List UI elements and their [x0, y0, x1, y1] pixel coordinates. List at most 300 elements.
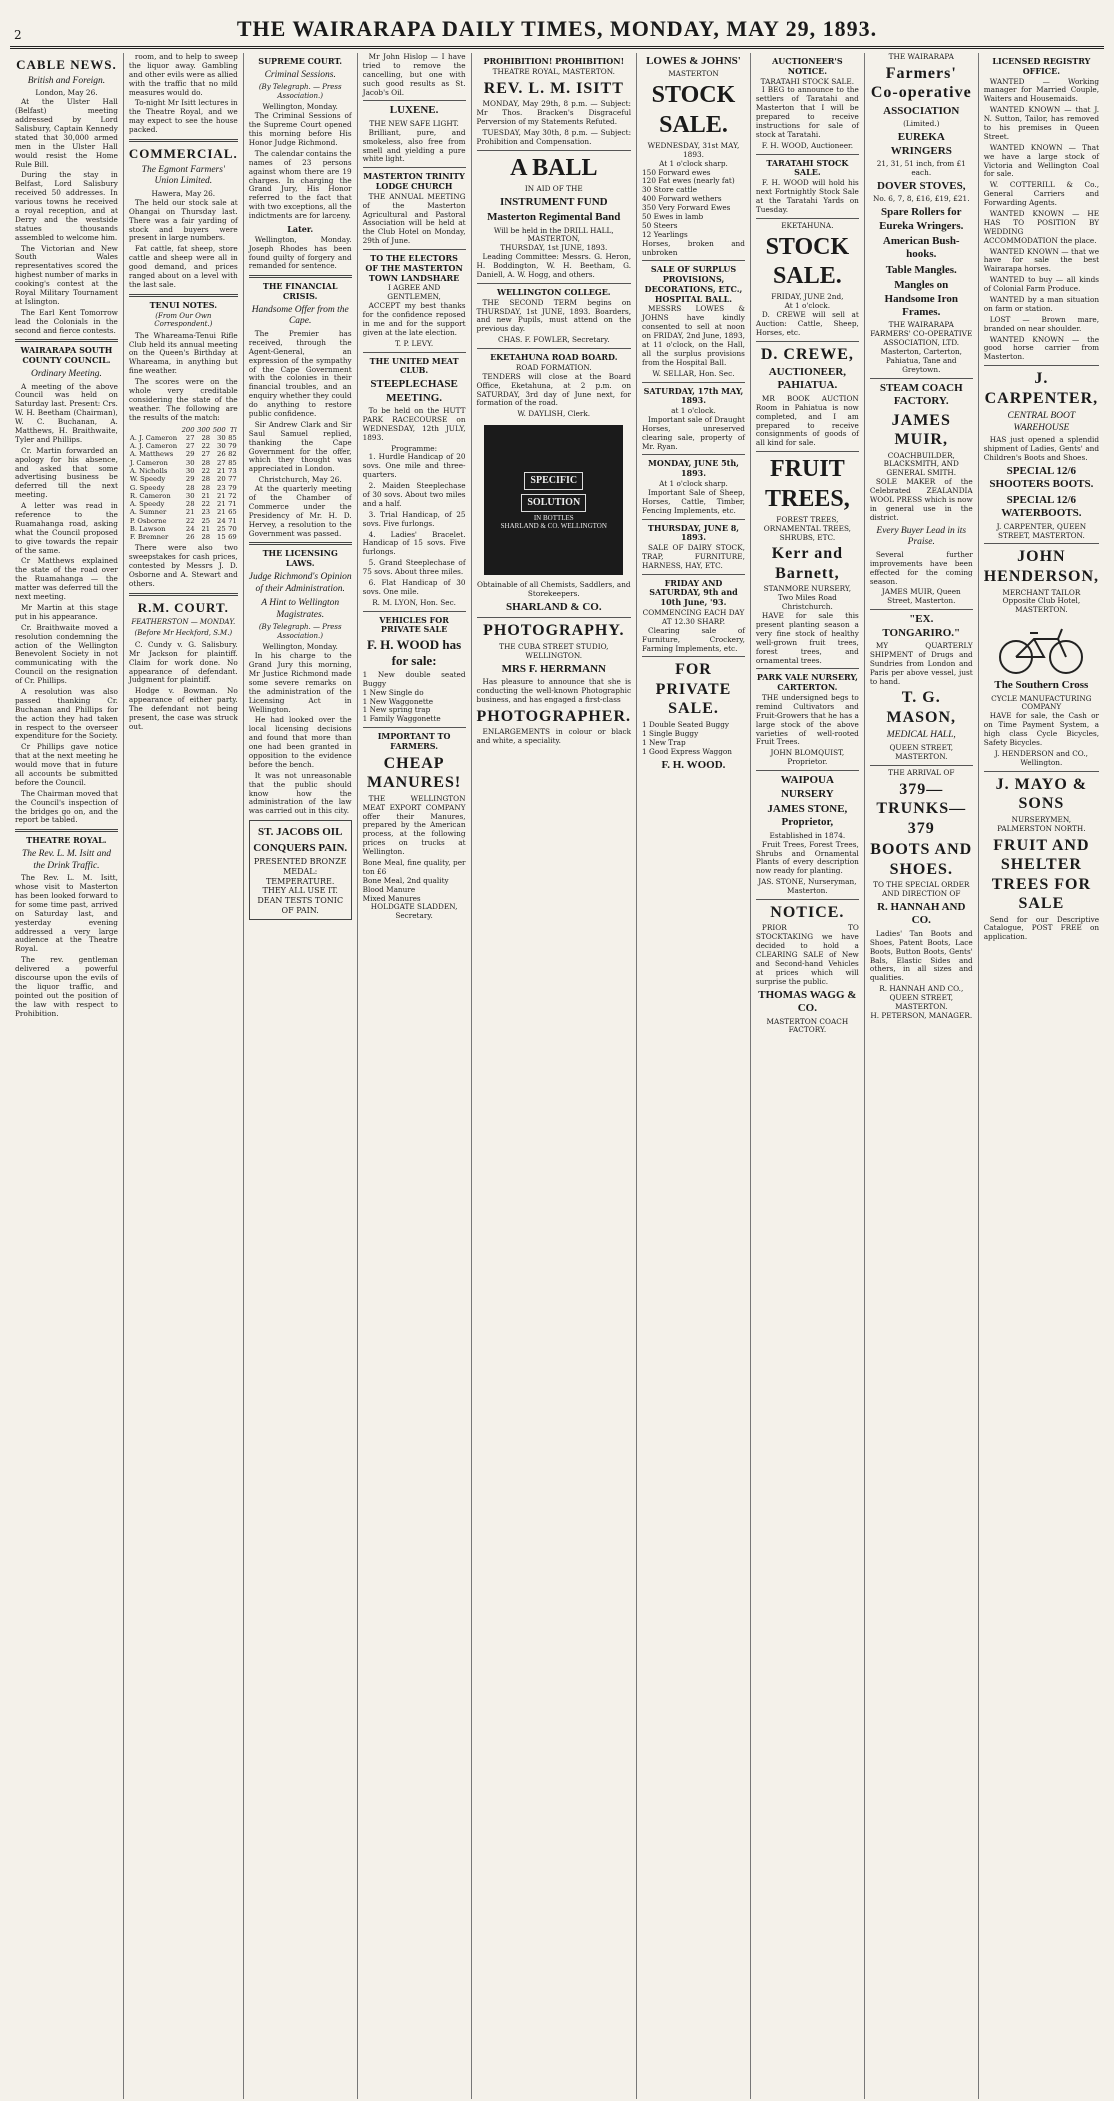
eketahuna-stock-sale: STOCK SALE.: [765, 233, 850, 289]
carpenter-sub: CENTRAL BOOT WAREHOUSE: [1007, 411, 1076, 433]
score-cell: 82: [228, 450, 237, 459]
manure-signature: HOLDGATE SLADDEN, Secretary.: [370, 902, 458, 921]
divider: [15, 829, 118, 832]
divider: [15, 339, 118, 342]
peterson-signature: H. PETERSON, MANAGER.: [870, 1010, 973, 1020]
licensing-heading: THE LICENSING LAWS.: [262, 548, 338, 569]
article-paragraph: Hodge v. Bowman. No appearance of either party. The defendant not being present, the case was struck out.: [128, 686, 238, 731]
bush-hooks-heading: American Bush-hooks.: [882, 234, 960, 261]
article-paragraph: Leading Committee: Messrs. G. Heron, H. Boddington, W. H. Beetham, G. Daniell, A. W. Hogg, and others.: [476, 252, 632, 280]
article-paragraph: room, and to help to sweep the liquor away. Gambling and other evils were as allied with the traffic that no mild measures would do.: [128, 52, 238, 97]
muir-signature: JAMES MUIR, Queen Street, Masterton.: [881, 587, 961, 606]
photographer-heading: PHOTOGRAPHER.: [476, 707, 632, 725]
score-cell: 24: [185, 524, 195, 533]
article-paragraph: HAS just opened a splendid shipment of Ladies, Gents' and Children's Boots and Shoes.: [983, 435, 1100, 463]
race-item: 3. Trial Handicap, of 25 sovs. Five furlongs.: [362, 509, 466, 528]
divider: [756, 899, 859, 900]
score-cell: 21: [201, 524, 211, 533]
stock-sale-heading: STOCK SALE.: [651, 82, 736, 138]
ball-sub: IN AID OF THE: [524, 183, 583, 193]
waipoua-heading: WAIPOUA NURSERY: [780, 774, 834, 800]
article-paragraph: Wellington, Monday. Joseph Rhodes has been found guilty of forgery and remanded for sentence.: [248, 234, 352, 271]
score-cell: 28: [201, 475, 211, 484]
bottle-label-line: SOLUTION: [521, 494, 586, 512]
shooter-name: P. Osborne: [129, 516, 167, 525]
bottle-caption: Obtainable of all Chemists, Saddlers, and Storekeepers.: [477, 580, 631, 599]
article-paragraph: Ladies' Tan Boots and Shoes, Patent Boots, Lace Boots, Button Boots, Gents' Bals, Elastic Sides and others, in all sizes and qualities.: [869, 928, 973, 983]
article-paragraph: The held our stock sale at Ohangai on Thursday last. There was a fair yarding of stock and buyers were present in large numbers.: [128, 197, 238, 243]
article-paragraph: The rev. gentleman delivered a powerful discourse upon the evils of the liquor traffic, and pointed out the position of the law with respect to Prohibition.: [15, 955, 118, 1018]
table-row: [129, 517, 238, 525]
article-paragraph: SALE OF DAIRY STOCK, TRAP, FURNITURE, HARNESS, HAY, ETC.: [642, 543, 745, 570]
association-sub: ASSOCIATION: [883, 104, 960, 117]
score-cell: 27: [217, 458, 226, 467]
columns: [10, 53, 1104, 2099]
divider: [756, 341, 859, 342]
friday-sale-time: COMMENCING EACH DAY AT 12.30 SHARP.: [642, 607, 745, 626]
auctioneer-notice-sub: TARATAHI STOCK SALE.: [760, 76, 855, 86]
arrival-label: THE ARRIVAL OF: [888, 767, 955, 777]
score-cell: 71: [228, 516, 237, 525]
column-3: [244, 53, 358, 2099]
score-cell: 30: [185, 466, 195, 475]
council-subheading: Ordinary Meeting.: [31, 368, 102, 379]
table-row: [129, 467, 238, 475]
score-cell: 23: [201, 508, 211, 517]
score-cell: 70: [228, 524, 237, 533]
private-sale-item: 1 Double Seated Buggy: [642, 719, 730, 729]
cable-dateline: London, May 26.: [35, 88, 98, 98]
stock-item: 12 Yearlings: [642, 229, 688, 239]
stock-item: 120 Fat ewes (nearly fat): [642, 176, 735, 186]
association-name: THE WAIRARAPA FARMERS' CO-OPERATIVE ASSOCIATION, LTD.: [870, 320, 973, 348]
score-cell: 65: [228, 508, 237, 517]
stock-item: Horses, broken and unbroken: [642, 238, 745, 257]
ad-heading: ST. JACOBS OIL: [257, 826, 343, 839]
article-paragraph: At the quarterly meeting of the Chamber of Commerce under the Presidency of Mr. H. D. Hervey, a resolution to the Government was passed.: [248, 484, 352, 538]
divider: [642, 656, 745, 657]
race-item: 5. Grand Steeplechase of 75 sovs. About three miles.: [362, 558, 466, 577]
article-paragraph: MR BOOK AUCTION Room in Pahiatua is now completed, and I am prepared to receive consignments of goods of all kind for sale.: [755, 393, 859, 448]
bicycle-icon: [984, 619, 1099, 675]
special-shooters-heading: SPECIAL 12/6 SHOOTERS BOOTS.: [989, 465, 1094, 491]
divider: [756, 668, 859, 669]
thomas-wagg-heading: THOMAS WAGG & CO.: [758, 988, 857, 1015]
dover-prices: No. 6, 7, 8, £16, £19, £21.: [873, 194, 970, 204]
cable-news-subheading: British and Foreign.: [27, 75, 106, 86]
article-paragraph: At the Ulster Hall (Belfast) meeting addressed by Lord Salisbury, Captain Kennedy stated that 30,000 armed men in the Ulster Hall would resist the Home Rule Bill.: [15, 97, 118, 169]
score-cell: 29: [185, 475, 195, 484]
bottle-seller: SHARLAND & CO.: [505, 601, 602, 613]
road-board-heading: EKETAHUNA ROAD BOARD.: [490, 352, 618, 363]
manure-price-list: [363, 859, 466, 903]
saturday-sale-heading: SATURDAY, 17th MAY, 1893.: [643, 385, 744, 406]
article-paragraph: Cr Matthews explained the state of the road over the Ruamahanga — the matter was deferred till the next meeting.: [15, 556, 118, 602]
auctioneer-signature: F. H. WOOD, Auctioneer.: [761, 140, 854, 150]
score-cell: 28: [201, 458, 211, 467]
article-paragraph: The Premier has received, through the Agent-General, an expression of the sympathy of the Cape Government with the colonies in their financial troubles, and an enquiry whether they could do anything to restore public confidence.: [248, 328, 352, 418]
vehicles-seller: F. H. WOOD has for sale:: [366, 637, 462, 669]
special-waterboots-heading: SPECIAL 12/6 WATERBOOTS.: [1001, 493, 1082, 520]
commercial-subheading: The Egmont Farmers' Union Limited.: [141, 164, 225, 187]
divider: [756, 451, 859, 452]
fruit-trees-sub: FOREST TREES, ORNAMENTAL TREES, SHRUBS, ETC.: [763, 514, 852, 542]
table-row: [129, 475, 238, 483]
ad-line: PRESENTED BRONZE MEDAL: TEMPERATURE.: [253, 857, 347, 886]
divider: [249, 275, 352, 278]
licensing-source: (By Telegraph. — Press Association.): [258, 623, 342, 640]
article-paragraph: C. Cundy v. G. Salisbury. Mr Jackson for plaintiff. Claim for work done. No appearance of defendant. Judgment for plaintiff.: [128, 639, 238, 685]
divider: [363, 727, 466, 728]
saturday-sale-time: at 1 o'clock.: [671, 406, 716, 416]
score-cell: 20: [217, 475, 226, 484]
thomas-wagg-sub: MASTERTON COACH FACTORY.: [766, 1016, 849, 1035]
united-club-heading: THE UNITED MEAT CLUB.: [369, 355, 459, 376]
article-paragraph: Cr. Braithwaite moved a resolution condemning the action of the Wellington Benevolent Society in not communicating with the Council on the resignation of Cr. Phillips.: [15, 622, 118, 686]
score-cell: 22: [185, 516, 195, 525]
taratahi-heading: TARATAHI STOCK SALE.: [766, 157, 849, 178]
classified-ad: WANTED KNOWN — the good horse carrier from Masterton.: [983, 334, 1100, 362]
classified-ad: WANTED — Working manager for Married Couple, Waiters and Housemaids.: [983, 76, 1100, 104]
trunks-heading: 379—TRUNKS—379: [876, 780, 967, 837]
article-paragraph: During the stay in Belfast, Lord Salisbury received 50 addresses. In various towns he received a royal reception, and at Derry and the westside statues thousands assembled to welcome him.: [15, 170, 118, 242]
article-paragraph: HAVE for sale this present planting season a very fine stock of healthy well-grown fruit trees, forest trees, and ornamental trees.: [755, 611, 859, 665]
cycle-signature: J. HENDERSON and CO., Wellington.: [994, 748, 1088, 767]
score-cell: 26: [185, 533, 195, 542]
divider: [477, 348, 632, 349]
photography-heading: PHOTOGRAPHY.: [483, 622, 625, 640]
divider: [477, 617, 632, 618]
article-paragraph: There were also two sweepstakes for cash prices, contested by Messrs J. D. Osborne and A. Stewart and others.: [128, 543, 238, 589]
auctioneer-notice-heading: AUCTIONEER'S NOTICE.: [772, 56, 843, 76]
article-paragraph: Has pleasure to announce that she is conducting the well-known Photographic business, and has engaged a first-class: [476, 677, 632, 704]
hannah-signature: R. HANNAH AND CO., QUEEN STREET, MASTERTON.: [879, 984, 964, 1012]
score-cell: 79: [228, 442, 237, 451]
supreme-court-heading: SUPREME COURT.: [258, 56, 343, 66]
shooter-name: F. Bremner: [129, 533, 169, 542]
financial-crisis-heading: THE FINANCIAL CRISIS.: [262, 281, 338, 302]
cycle-heading: The Southern Cross: [994, 679, 1089, 692]
classified-ad: WANTED KNOWN — HE HAS TO POSITION BY WEDDING ACCOMMODATION the place.: [983, 208, 1100, 245]
shooter-name: A. J. Cameron: [129, 433, 178, 442]
article-paragraph: A resolution was also passed thanking Cr. Buchanan and Phillips for the action they had taken in respect to the overseer expenditure for the Society.: [15, 686, 118, 741]
henderson-sub: MERCHANT TAILOR: [1002, 587, 1081, 597]
henderson-address: Opposite Club Hotel, MASTERTON.: [1002, 596, 1081, 615]
score-cell: 22: [201, 466, 211, 475]
score-cell: 28: [185, 500, 195, 509]
article-paragraph: F. H. WOOD will hold his next Fortnightly Stock Sale at the Taratahi Yards on Tuesday.: [755, 178, 859, 214]
score-cell: 25: [201, 516, 211, 525]
manure-item: Blood Manure: [362, 884, 416, 894]
shooter-name: W. Speedy: [129, 475, 166, 484]
stock-item: 50 Steers: [642, 220, 678, 230]
article-paragraph: In his charge to the Grand Jury this morning, Mr Justice Richmond made some severe remarks on the administration of the Licensing Act in Wellington.: [248, 651, 352, 714]
carpenter-signature: J. CARPENTER, QUEEN STREET, MASTERTON.: [996, 521, 1087, 540]
article-paragraph: A letter was read in reference to the Ruamahanga road, asking what the Council proposed to give towards the repair of the same.: [15, 501, 118, 555]
mayo-sub: NURSERYMEN,: [1011, 814, 1072, 824]
park-vale-signature: JOHN BLOMQUIST, Proprietor.: [770, 748, 845, 767]
friday-sale-heading: FRIDAY AND SATURDAY, 9th and 10th June, '93.: [649, 577, 738, 608]
vehicles-heading: VEHICLES FOR PRIVATE SALE: [379, 614, 449, 635]
financial-dateline: Christchurch, May 26.: [258, 475, 342, 485]
shooter-name: R. Cameron: [129, 491, 171, 500]
divider: [870, 378, 973, 379]
article-paragraph: To-night Mr Isitt lectures in the Theatre Royal, and we may expect to see the house packed.: [128, 98, 238, 135]
surplus-signature: W. SELLAR, Hon. Sec.: [652, 368, 735, 378]
article-paragraph: Sir Andrew Clark and Sir Saul Samuel replied, thanking the Cape Government for the offer, which they thought was appreciated in London.: [248, 419, 352, 474]
eketahuna-date: FRIDAY, JUNE 2nd,: [771, 292, 844, 302]
classified-ad: LOST — Brown mare, branded on near shoulder.: [983, 314, 1100, 333]
article-paragraph: Important Sale of Sheep, Horses, Cattle, Timber, Fencing Implements, etc.: [642, 487, 745, 515]
divider: [129, 294, 238, 297]
column-7: [751, 53, 865, 2099]
table-row: [129, 459, 238, 467]
farmers-heading: IMPORTANT TO FARMERS.: [377, 731, 451, 751]
article-paragraph: The Earl Kent Tomorrow lead the Colonials in the second and fierce contests.: [15, 307, 118, 335]
article-paragraph: ENLARGEMENTS in colour or black and white, a speciality.: [476, 727, 632, 746]
score-cell: 72: [228, 491, 237, 500]
score-cell: 21: [185, 508, 195, 517]
divider: [756, 154, 859, 155]
article-paragraph: MY QUARTERLY SHIPMENT of Drugs and Sundries from London and Paris per above vessel, just to hand.: [869, 640, 973, 686]
vehicles-list: [363, 671, 466, 724]
notice-heading: NOTICE.: [770, 903, 845, 921]
article-paragraph: The Rev. L. M. Isitt, whose visit to Masterton has been looked forward to for some time past, arrived on Saturday last, and yesterday evening addressed a very large audience at the Theatre Royal.: [15, 873, 118, 954]
page-number: 2: [14, 28, 22, 42]
park-vale-heading: PARK VALE NURSERY, CARTERTON.: [756, 672, 858, 693]
private-sale-item: 1 Single Buggy: [642, 728, 699, 738]
score-cell: 22: [201, 442, 211, 451]
article-paragraph: He had looked over the local licensing decisions and found that more than one had been granted in opposition to the evidence before the bench.: [248, 715, 352, 769]
photography-studio: THE CUBA STREET STUDIO, WELLINGTON.: [499, 641, 609, 660]
article-paragraph: Mr John Hislop — I have tried to remove the cancelling, but one with such good results as St. Jacob's Oil.: [362, 52, 466, 97]
henderson-heading: JOHN HENDERSON,: [983, 548, 1100, 585]
steeplechase-signature: R. M. LYON, Hon. Sec.: [372, 597, 456, 607]
article-paragraph: MESSRS LOWES & JOHNS have kindly consented to sell at noon on FRIDAY, 2nd June, 1893, at 11 o'clock, on the Hall, all the surplus provisions from the Hospital Ball.: [642, 304, 745, 367]
article-paragraph: TENDERS will close at the Board Office, Eketahuna, at 2 p.m. on SATURDAY, 3rd day of June next, for formation of the road.: [476, 371, 632, 408]
hannah-heading: R. HANNAH AND CO.: [877, 901, 966, 927]
registry-heading: LICENSED REGISTRY OFFICE.: [992, 56, 1091, 76]
waipoua-signature: JAS. STONE, Nurseryman, Masterton.: [758, 877, 857, 896]
table-row: [129, 508, 238, 516]
eureka-prices: 21, 31, 51 inch, from £1 each.: [876, 159, 966, 177]
association-label: THE WAIRARAPA: [888, 52, 954, 61]
score-cell: 28: [185, 483, 195, 492]
stock-sale-time: At 1 o'clock sharp.: [659, 158, 728, 168]
article-paragraph: Cr Phillips gave notice that at the next meeting he would move that in future all accounts be submitted before the Council.: [15, 742, 118, 787]
shooter-name: B. Lawson: [129, 524, 166, 533]
crewe-heading: D. CREWE,: [760, 345, 854, 363]
boots-shoes-sub: TO THE SPECIAL ORDER AND DIRECTION OF: [873, 880, 970, 899]
manure-item: Bone Meal, 2nd quality: [362, 875, 449, 885]
article-paragraph: It was not unreasonable that the public should know how the administration of the law was carried out in this city.: [248, 770, 352, 816]
college-heading: WELLINGTON COLLEGE.: [496, 286, 611, 297]
bottle-label-line: SPECIFIC: [524, 472, 583, 490]
article-paragraph: Cr. Martin forwarded an apology for his absence, and asked that some advertising business be deferred till the next meeting.: [15, 445, 118, 500]
ball-sub-2: INSTRUMENT FUND: [499, 195, 608, 208]
article-paragraph: SOLE MAKER of the Celebrated ZEALANDIA WOOL PRESS which is now in general use in the district.: [869, 477, 973, 522]
classified-ad: WANTED to buy — all kinds of Colonial Farm Produce.: [983, 275, 1100, 294]
road-board-sub: ROAD FORMATION.: [515, 362, 592, 372]
table-row: [129, 500, 238, 508]
score-cell: 30: [185, 491, 195, 500]
medicine-bottle-illustration: [484, 425, 623, 575]
stock-item: 400 Forward wethers: [642, 194, 722, 204]
cable-news-heading: CABLE NEWS.: [16, 57, 117, 72]
article-paragraph: TUESDAY, May 30th, 8 p.m. — Subject: Prohibition and Compensation.: [476, 127, 632, 146]
supreme-court-dateline: Wellington, Monday.: [262, 102, 338, 112]
article-paragraph: PRIOR TO STOCKTAKING we have decided to hold a CLEARING SALE of New and Second-hand Vehicles at prices which will surprise the public.: [755, 923, 859, 986]
luxene-tagline: THE NEW SAFE LIGHT.: [369, 118, 459, 128]
score-cell: 26: [217, 450, 226, 459]
shooter-name: J. Cameron: [129, 458, 168, 467]
article-paragraph: THE SECOND TERM begins on THURSDAY, 1st JUNE, 1893. Boarders, and new Pupils, must attend on the previous day.: [476, 297, 632, 334]
article-paragraph: Several further improvements have been effected for the coming season.: [869, 549, 973, 586]
table-row: [129, 442, 238, 450]
divider: [984, 365, 1099, 366]
ball-date: THURSDAY, 1st JUNE, 1893.: [500, 243, 608, 253]
vehicle-item: 1 Family Waggonette: [362, 714, 441, 724]
column-2: [124, 53, 244, 2099]
road-board-signature: W. DAYLISH, Clerk.: [517, 409, 591, 419]
private-sale-signature: F. H. WOOD.: [661, 758, 726, 771]
score-cell: 69: [228, 533, 237, 542]
table-row: [129, 533, 238, 541]
mangles-heading: Mangles on Handsome Iron Frames.: [884, 279, 958, 318]
score-cell: 29: [185, 450, 195, 459]
stock-item: 350 Very Forward Ewes: [642, 203, 731, 213]
table-row: [129, 525, 238, 533]
tongariro-heading: "EX. TONGARIRO.": [882, 613, 961, 639]
stock-item: 150 Forward ewes: [642, 167, 711, 177]
divider: [870, 765, 973, 766]
divider: [756, 770, 859, 771]
divider: [363, 100, 466, 101]
classified-ad: WANTED KNOWN — that J. N. Sutton, Tailor, has removed to his premises in Queen Street.: [983, 105, 1100, 141]
photography-owner: MRS F. HERRMANN: [501, 662, 606, 675]
article-paragraph: Send for our Descriptive Catalogue, POST FREE on application.: [983, 914, 1100, 942]
cheap-manures-heading: CHEAP MANURES!: [366, 754, 462, 792]
electors-salutation: I AGREE AND GENTLEMEN,: [387, 283, 441, 302]
eketahuna-time: At 1 o'clock.: [784, 301, 831, 310]
classified-ad: W. COTTERILL & Co., General Carriers and Forwarding Agents.: [983, 180, 1100, 208]
fruit-trees-heading: FRUIT TREES,: [765, 456, 850, 512]
mayo-heading: J. MAYO & SONS: [995, 775, 1088, 813]
steeplechase-heading: STEEPLECHASE MEETING.: [370, 378, 458, 404]
rm-court-heading: R.M. COURT.: [137, 599, 229, 615]
article-paragraph: A meeting of the above Council was held on Saturday last. Present: Crs. W. H. Beetham (Chairman), W. C. Buchanan, A. Matthews, H. Braithwaite, Tyler and Phillips.: [15, 381, 118, 444]
monday-sale-heading: MONDAY, JUNE 5th, 1893.: [648, 458, 739, 479]
score-cell: 77: [228, 475, 237, 484]
fruit-shelter-heading: FRUIT AND SHELTER TREES FOR SALE: [991, 836, 1091, 913]
spare-rollers-heading: Spare Rollers for Eureka Wringers.: [879, 206, 964, 232]
column-4: [358, 53, 472, 2099]
score-cell: 27: [185, 433, 195, 442]
tenui-subheading: (From Our Own Correspondent.): [154, 311, 213, 329]
divider: [642, 519, 745, 520]
supreme-court-subheading: Criminal Sessions.: [264, 69, 336, 80]
score-cell: 79: [228, 483, 237, 492]
score-cell: 85: [228, 433, 237, 442]
licensing-subheading-2: A Hint to Wellington Magistrates.: [261, 598, 340, 620]
article-paragraph: THE WELLINGTON MEAT EXPORT COMPANY offer their Manures, prepared by the American process, at the following prices on trucks at Wellington.: [362, 793, 466, 857]
divider: [756, 218, 859, 219]
prohibition-speaker: REV. L. M. ISITT: [483, 79, 624, 97]
private-sale-item: 1 New Trap: [642, 737, 686, 747]
divider: [984, 543, 1099, 544]
article-paragraph: Brilliant, pure, and smokeless, also free from smell and yielding a pure white light.: [362, 127, 466, 164]
table-row: [129, 492, 238, 500]
article-paragraph: The Victorian and New South Wales representatives scored the highest number of marks in cooking's contest at the Royal Military Tournament at Islington.: [15, 243, 118, 306]
race-item: 6. Flat Handicap of 30 sovs. One mile.: [362, 577, 466, 596]
table-row: [129, 484, 238, 492]
lowes-heading: LOWES & JOHNS': [646, 55, 741, 67]
electors-heading: TO THE ELECTORS OF THE MASTERTON TOWN LANDSHARE: [365, 253, 463, 283]
classified-ad: WANTED by a man situation on farm or station.: [983, 294, 1100, 313]
tenui-heading: TENUI NOTES.: [149, 299, 218, 310]
private-sale-item: 1 Good Express Waggon: [642, 746, 732, 756]
luxene-heading: LUXENE.: [389, 104, 439, 117]
race-item: 1. Hurdle Handicap of 20 sovs. One mile and three-quarters.: [362, 452, 466, 480]
column-1: [10, 53, 124, 2099]
divider: [642, 454, 745, 455]
theatre-subheading: The Rev. L. M. Isitt and the Drink Traffic.: [21, 849, 111, 871]
private-sale-heading: FOR PRIVATE SALE.: [655, 661, 732, 718]
association-branches: Masterton, Carterton, Pahiatua, Tane and Greytown.: [880, 347, 962, 374]
article-paragraph: MONDAY, May 29th, 8 p.m. — Subject: Mr Thos. Bracken's Disgraceful Perversion of my Statements Refuted.: [476, 99, 632, 126]
divider: [477, 283, 632, 284]
waipoua-established: Established in 1874.: [769, 830, 846, 840]
lowes-location: MASTERTON: [668, 69, 719, 79]
bottle-label-line: SHARLAND & CO. WELLINGTON: [500, 522, 607, 531]
divider: [984, 771, 1099, 772]
cycle-sub: CYCLE MANUFACTURING COMPANY: [991, 693, 1092, 712]
score-cell: 30: [217, 442, 226, 451]
mason-heading: T. G. MASON,: [886, 689, 957, 726]
column-9: [979, 53, 1104, 2099]
shooter-name: A. J. Cameron: [129, 442, 178, 451]
score-cell: 28: [201, 483, 211, 492]
st-jacobs-oil-ad: [249, 820, 352, 919]
article-paragraph: The calendar contains the names of 23 persons against whom there are 19 charges. In charging the Grand Jury, His Honor referred to the fact that with two exceptions, all the indictments are for larceny.: [248, 148, 352, 221]
divider: [129, 139, 238, 142]
score-cell: 15: [217, 533, 226, 542]
prohibition-heading: PROHIBITION! PROHIBITION!: [483, 56, 625, 66]
masthead: [10, 6, 1104, 49]
divider: [363, 249, 466, 250]
muir-heading: JAMES MUIR,: [891, 411, 951, 449]
score-cell: 28: [201, 433, 211, 442]
vehicle-item: 1 New double seated Buggy: [362, 669, 466, 688]
classified-ad: WANTED KNOWN — that we have for sale the best Wairarapa horses.: [983, 246, 1100, 274]
score-cell: 21: [201, 491, 211, 500]
ad-line: DEAN TESTS TONIC OF PAIN.: [257, 896, 344, 915]
shooter-name: A. Nicholls: [129, 466, 168, 475]
score-cell: 21: [217, 500, 226, 509]
article-paragraph: HAVE for sale, the Cash or on Time Payment System, a high class Cycle Bicycles, Safety Bicycles.: [983, 711, 1100, 748]
mason-address: QUEEN STREET, MASTERTON.: [889, 743, 954, 761]
divider: [642, 382, 745, 383]
column-6: [637, 53, 751, 2099]
rm-court-subheading-2: (Before Mr Heckford, S.M.): [134, 629, 233, 638]
rifle-scores-table: [129, 426, 238, 542]
steam-coach-heading: STEAM COACH FACTORY.: [879, 381, 963, 408]
article-paragraph: I BEG to announce to the settlers of Taratahi and Masterton that I will be prepared to receive instructions for sale of stock at Taratahi.: [755, 85, 859, 139]
ball-band: Masterton Regimental Band: [487, 211, 621, 224]
association-limited: (Limited.): [903, 119, 940, 129]
newspaper-title: THE WAIRARAPA DAILY TIMES, MONDAY, MAY 29, 1893.: [236, 16, 878, 41]
score-cell: 28: [201, 533, 211, 542]
